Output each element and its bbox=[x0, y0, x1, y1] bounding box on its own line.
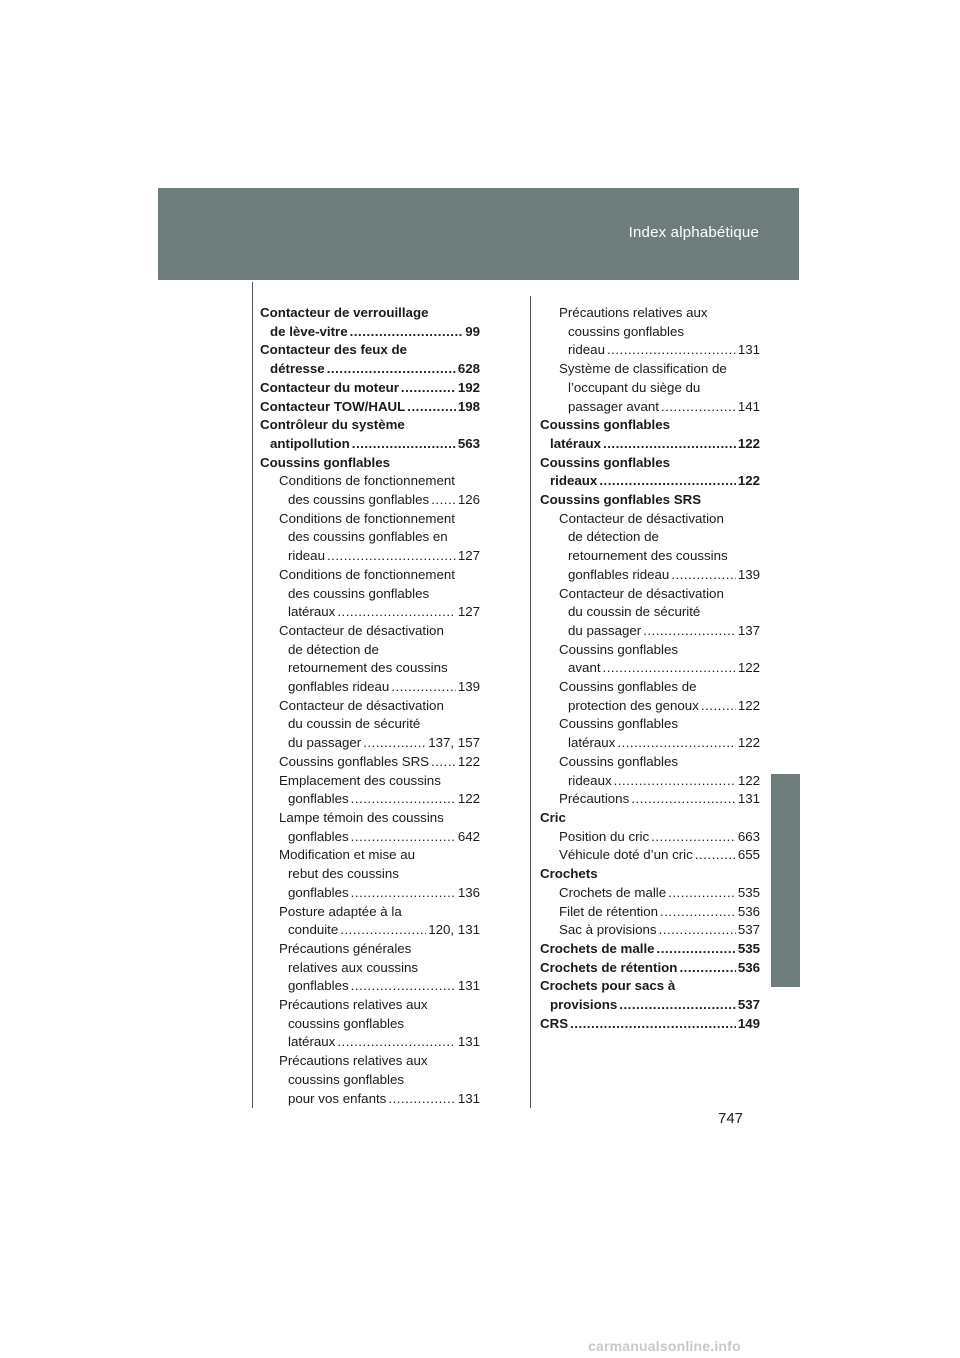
index-entry-page: 122 bbox=[737, 735, 760, 751]
index-entry-term: rideau bbox=[288, 548, 325, 564]
leader-dots bbox=[679, 959, 735, 978]
index-entry: retournement des coussins bbox=[288, 660, 448, 676]
leader-dots bbox=[391, 678, 456, 697]
leader-dots bbox=[327, 547, 456, 566]
index-entry-page: 563 bbox=[457, 435, 480, 451]
index-entry: Coussins gonflables bbox=[540, 417, 671, 433]
index-entry-page: 137 bbox=[737, 622, 760, 638]
middle-column-rule bbox=[530, 296, 531, 1108]
index-entry-term: Précautions bbox=[559, 791, 630, 807]
index-entry bbox=[540, 435, 760, 454]
index-entry-page: 99 bbox=[465, 323, 480, 339]
page-number: 747 bbox=[718, 1110, 744, 1127]
index-entry-page: 127 bbox=[457, 548, 480, 564]
index-entry bbox=[260, 435, 480, 454]
index-entry: des coussins gonflables en bbox=[288, 529, 448, 545]
leader-dots bbox=[668, 884, 736, 903]
index-entry-page: 122 bbox=[457, 753, 480, 769]
index-entry-term: pour vos enfants bbox=[288, 1090, 387, 1106]
index-entry-page: 122 bbox=[737, 660, 760, 676]
index-entry-term: du passager bbox=[288, 735, 362, 751]
leader-dots bbox=[431, 753, 456, 772]
leader-dots bbox=[351, 884, 456, 903]
index-entry: Précautions générales bbox=[279, 940, 412, 956]
index-entry: des coussins gonflables bbox=[288, 585, 430, 601]
index-entry: Lampe témoin des coussins bbox=[279, 809, 444, 825]
index-entry-page: 131 bbox=[457, 978, 480, 994]
index-entry: Crochets bbox=[540, 866, 598, 882]
index-entry-page: 536 bbox=[737, 903, 760, 919]
index-entry-term: Contacteur du moteur bbox=[260, 379, 399, 395]
header-band bbox=[158, 188, 799, 280]
leader-dots bbox=[671, 566, 736, 585]
leader-dots bbox=[631, 790, 736, 809]
index-entry-page: 642 bbox=[457, 828, 480, 844]
index-entry bbox=[260, 360, 480, 379]
index-entry-term: protection des genoux bbox=[568, 697, 699, 713]
index-entry bbox=[260, 1033, 480, 1052]
index-entry bbox=[260, 491, 480, 510]
index-entry-term: Position du cric bbox=[559, 828, 650, 844]
index-entry bbox=[260, 977, 480, 996]
index-entry-term: CRS bbox=[540, 1015, 569, 1031]
index-entry: Précautions relatives aux bbox=[279, 997, 428, 1013]
index-entry-term: détresse bbox=[270, 361, 325, 377]
index-entry-term: rideaux bbox=[550, 473, 598, 489]
index-entry: Crochets pour sacs à bbox=[540, 978, 676, 994]
index-entry bbox=[260, 753, 480, 772]
leader-dots bbox=[659, 921, 736, 940]
index-entry: Emplacement des coussins bbox=[279, 772, 441, 788]
leader-dots bbox=[607, 341, 736, 360]
index-entry bbox=[540, 846, 760, 865]
leader-dots bbox=[337, 603, 456, 622]
leader-dots bbox=[701, 697, 736, 716]
index-entry: du coussin de sécurité bbox=[288, 716, 421, 732]
index-entry bbox=[540, 921, 760, 940]
index-entry bbox=[540, 959, 760, 978]
index-entry-term: Sac à provisions bbox=[559, 922, 657, 938]
index-entry-term: latéraux bbox=[288, 1034, 336, 1050]
index-entry-page: 120, 131 bbox=[428, 922, 480, 938]
index-entry bbox=[540, 341, 760, 360]
index-entry-term: latéraux bbox=[568, 735, 616, 751]
index-entry bbox=[540, 1015, 760, 1034]
index-entry: Modification et mise au bbox=[279, 847, 415, 863]
index-entry-term: Crochets de malle bbox=[540, 940, 655, 956]
index-entry-term: provisions bbox=[550, 997, 618, 1013]
index-entry-page: 139 bbox=[737, 566, 760, 582]
watermark-text: carmanualsonline.info bbox=[588, 1338, 741, 1354]
index-entry bbox=[260, 884, 480, 903]
index-entry: Contacteur de désactivation bbox=[279, 622, 444, 638]
index-entry-term: de lève-vitre bbox=[270, 323, 348, 339]
index-entry: Contacteur de désactivation bbox=[559, 585, 724, 601]
index-entry bbox=[540, 566, 760, 585]
index-entry: Conditions de fonctionnement bbox=[279, 473, 455, 489]
index-entry-page: 535 bbox=[737, 940, 760, 956]
leader-dots bbox=[603, 435, 736, 454]
index-entry-page: 131 bbox=[457, 1090, 480, 1106]
index-entry: Conditions de fonctionnement bbox=[279, 566, 455, 582]
index-entry: l’occupant du siège du bbox=[568, 379, 701, 395]
index-entry bbox=[540, 828, 760, 847]
leader-dots bbox=[695, 846, 736, 865]
index-entry: Contacteur de désactivation bbox=[559, 510, 724, 526]
index-entry: Cric bbox=[540, 809, 566, 825]
index-entry-term: gonflables rideau bbox=[288, 679, 390, 695]
leader-dots bbox=[352, 435, 456, 454]
index-entry-term: Crochets de malle bbox=[559, 884, 667, 900]
leader-dots bbox=[351, 977, 456, 996]
index-entry bbox=[260, 603, 480, 622]
index-entry-page: 149 bbox=[737, 1015, 760, 1031]
leader-dots bbox=[570, 1015, 736, 1034]
index-entry: Précautions relatives aux bbox=[279, 1053, 428, 1069]
index-entry: retournement des coussins bbox=[568, 548, 728, 564]
index-column-left bbox=[260, 304, 480, 1108]
index-entry-term: des coussins gonflables bbox=[288, 492, 430, 508]
index-entry-page: 536 bbox=[737, 959, 760, 975]
leader-dots bbox=[617, 734, 736, 753]
index-entry-term: rideaux bbox=[568, 772, 612, 788]
index-entry-page: 136 bbox=[457, 884, 480, 900]
index-entry bbox=[540, 996, 760, 1015]
index-entry bbox=[260, 921, 480, 940]
index-entry bbox=[540, 884, 760, 903]
index-entry: Coussins gonflables bbox=[559, 641, 679, 657]
index-entry: coussins gonflables bbox=[288, 1071, 405, 1087]
index-column-right bbox=[540, 304, 760, 1033]
index-entry: du coussin de sécurité bbox=[568, 604, 701, 620]
index-entry-term: Crochets de rétention bbox=[540, 959, 678, 975]
index-entry bbox=[260, 790, 480, 809]
index-entry-page: 131 bbox=[457, 1034, 480, 1050]
index-entry-term: latéraux bbox=[550, 435, 601, 451]
index-entry bbox=[540, 790, 760, 809]
index-entry: Système de classification de bbox=[559, 361, 727, 377]
leader-dots bbox=[431, 491, 456, 510]
header-title: Index alphabétique bbox=[628, 224, 759, 241]
leader-dots bbox=[351, 828, 456, 847]
index-entry: Contacteur des feux de bbox=[260, 342, 408, 358]
index-entry bbox=[260, 379, 480, 398]
index-entry bbox=[260, 678, 480, 697]
index-entry bbox=[540, 659, 760, 678]
index-entry-page: 122 bbox=[457, 791, 480, 807]
index-entry-page: 535 bbox=[737, 884, 760, 900]
leader-dots bbox=[407, 398, 456, 417]
leader-dots bbox=[614, 772, 736, 791]
index-entry bbox=[540, 697, 760, 716]
index-entry bbox=[260, 1090, 480, 1109]
index-entry: Coussins gonflables bbox=[559, 716, 679, 732]
index-entry-page: 663 bbox=[737, 828, 760, 844]
index-entry-term: gonflables bbox=[288, 884, 349, 900]
index-entry: Conditions de fonctionnement bbox=[279, 510, 455, 526]
index-entry-term: Coussins gonflables SRS bbox=[279, 753, 430, 769]
index-entry-page: 131 bbox=[737, 791, 760, 807]
index-entry-page: 139 bbox=[457, 679, 480, 695]
index-entry-page: 192 bbox=[457, 379, 480, 395]
leader-dots bbox=[388, 1090, 456, 1109]
index-entry: Contacteur de désactivation bbox=[279, 697, 444, 713]
leader-dots bbox=[363, 734, 426, 753]
index-entry bbox=[540, 734, 760, 753]
index-entry-term: passager avant bbox=[568, 398, 659, 414]
index-entry-page: 655 bbox=[737, 847, 760, 863]
index-entry-term: Véhicule doté d’un cric bbox=[559, 847, 693, 863]
index-entry: coussins gonflables bbox=[288, 1015, 405, 1031]
leader-dots bbox=[660, 903, 736, 922]
leader-dots bbox=[401, 379, 456, 398]
index-entry-page: 628 bbox=[457, 361, 480, 377]
index-entry bbox=[540, 772, 760, 791]
leader-dots bbox=[337, 1033, 456, 1052]
index-entry: rebut des coussins bbox=[288, 866, 399, 882]
leader-dots bbox=[327, 360, 456, 379]
index-entry-page: 137, 157 bbox=[428, 735, 480, 751]
index-entry-page: 198 bbox=[457, 398, 480, 414]
index-entry-page: 122 bbox=[737, 435, 760, 451]
index-entry-page: 131 bbox=[737, 342, 760, 358]
index-entry bbox=[540, 940, 760, 959]
index-entry: coussins gonflables bbox=[568, 323, 685, 339]
index-entry: Coussins gonflables bbox=[260, 454, 391, 470]
leader-dots bbox=[599, 472, 736, 491]
index-entry bbox=[540, 903, 760, 922]
index-entry: Posture adaptée à la bbox=[279, 903, 402, 919]
index-entry bbox=[260, 547, 480, 566]
leader-dots bbox=[651, 828, 736, 847]
index-entry bbox=[260, 323, 480, 342]
index-entry-page: 537 bbox=[737, 922, 760, 938]
index-entry: Contacteur de verrouillage bbox=[260, 305, 429, 320]
index-entry-term: gonflables bbox=[288, 791, 349, 807]
index-entry-page: 122 bbox=[737, 772, 760, 788]
index-entry: Coussins gonflables bbox=[540, 454, 671, 470]
leader-dots bbox=[340, 921, 426, 940]
index-entry-page: 127 bbox=[457, 604, 480, 620]
index-entry bbox=[260, 828, 480, 847]
index-entry-term: avant bbox=[568, 660, 601, 676]
index-entry-term: rideau bbox=[568, 342, 605, 358]
index-entry-term: latéraux bbox=[288, 604, 336, 620]
index-entry: Coussins gonflables bbox=[559, 753, 679, 769]
leader-dots bbox=[661, 398, 736, 417]
leader-dots bbox=[643, 622, 736, 641]
index-entry-term: gonflables rideau bbox=[568, 566, 670, 582]
index-entry: de détection de bbox=[288, 641, 379, 657]
index-entry-page: 122 bbox=[737, 473, 760, 489]
index-entry-term: Contacteur TOW/HAUL bbox=[260, 398, 406, 414]
index-entry-page: 537 bbox=[737, 997, 760, 1013]
leader-dots bbox=[351, 790, 456, 809]
index-entry-page: 126 bbox=[457, 492, 480, 508]
index-entry: relatives aux coussins bbox=[288, 959, 419, 975]
index-entry-term: du passager bbox=[568, 622, 642, 638]
leader-dots bbox=[350, 323, 464, 342]
index-entry: Coussins gonflables SRS bbox=[540, 492, 702, 508]
index-entry: Précautions relatives aux bbox=[559, 305, 708, 320]
index-entry-page: 122 bbox=[737, 697, 760, 713]
leader-dots bbox=[603, 659, 736, 678]
index-entry: de détection de bbox=[568, 529, 659, 545]
leader-dots bbox=[657, 940, 736, 959]
index-entry bbox=[260, 398, 480, 417]
index-entry bbox=[260, 734, 480, 753]
index-entry: Contrôleur du système bbox=[260, 417, 405, 433]
index-entry bbox=[540, 398, 760, 417]
left-column-rule bbox=[252, 282, 253, 1108]
index-entry-page: 141 bbox=[737, 398, 760, 414]
leader-dots bbox=[619, 996, 736, 1015]
index-entry bbox=[540, 472, 760, 491]
index-entry-term: antipollution bbox=[270, 435, 350, 451]
section-thumb-tab bbox=[771, 774, 800, 987]
index-entry-term: gonflables bbox=[288, 978, 349, 994]
index-entry bbox=[540, 622, 760, 641]
index-entry-term: gonflables bbox=[288, 828, 349, 844]
index-entry: Coussins gonflables de bbox=[559, 679, 697, 695]
index-entry-term: conduite bbox=[288, 922, 339, 938]
index-entry-term: Filet de rétention bbox=[559, 903, 659, 919]
